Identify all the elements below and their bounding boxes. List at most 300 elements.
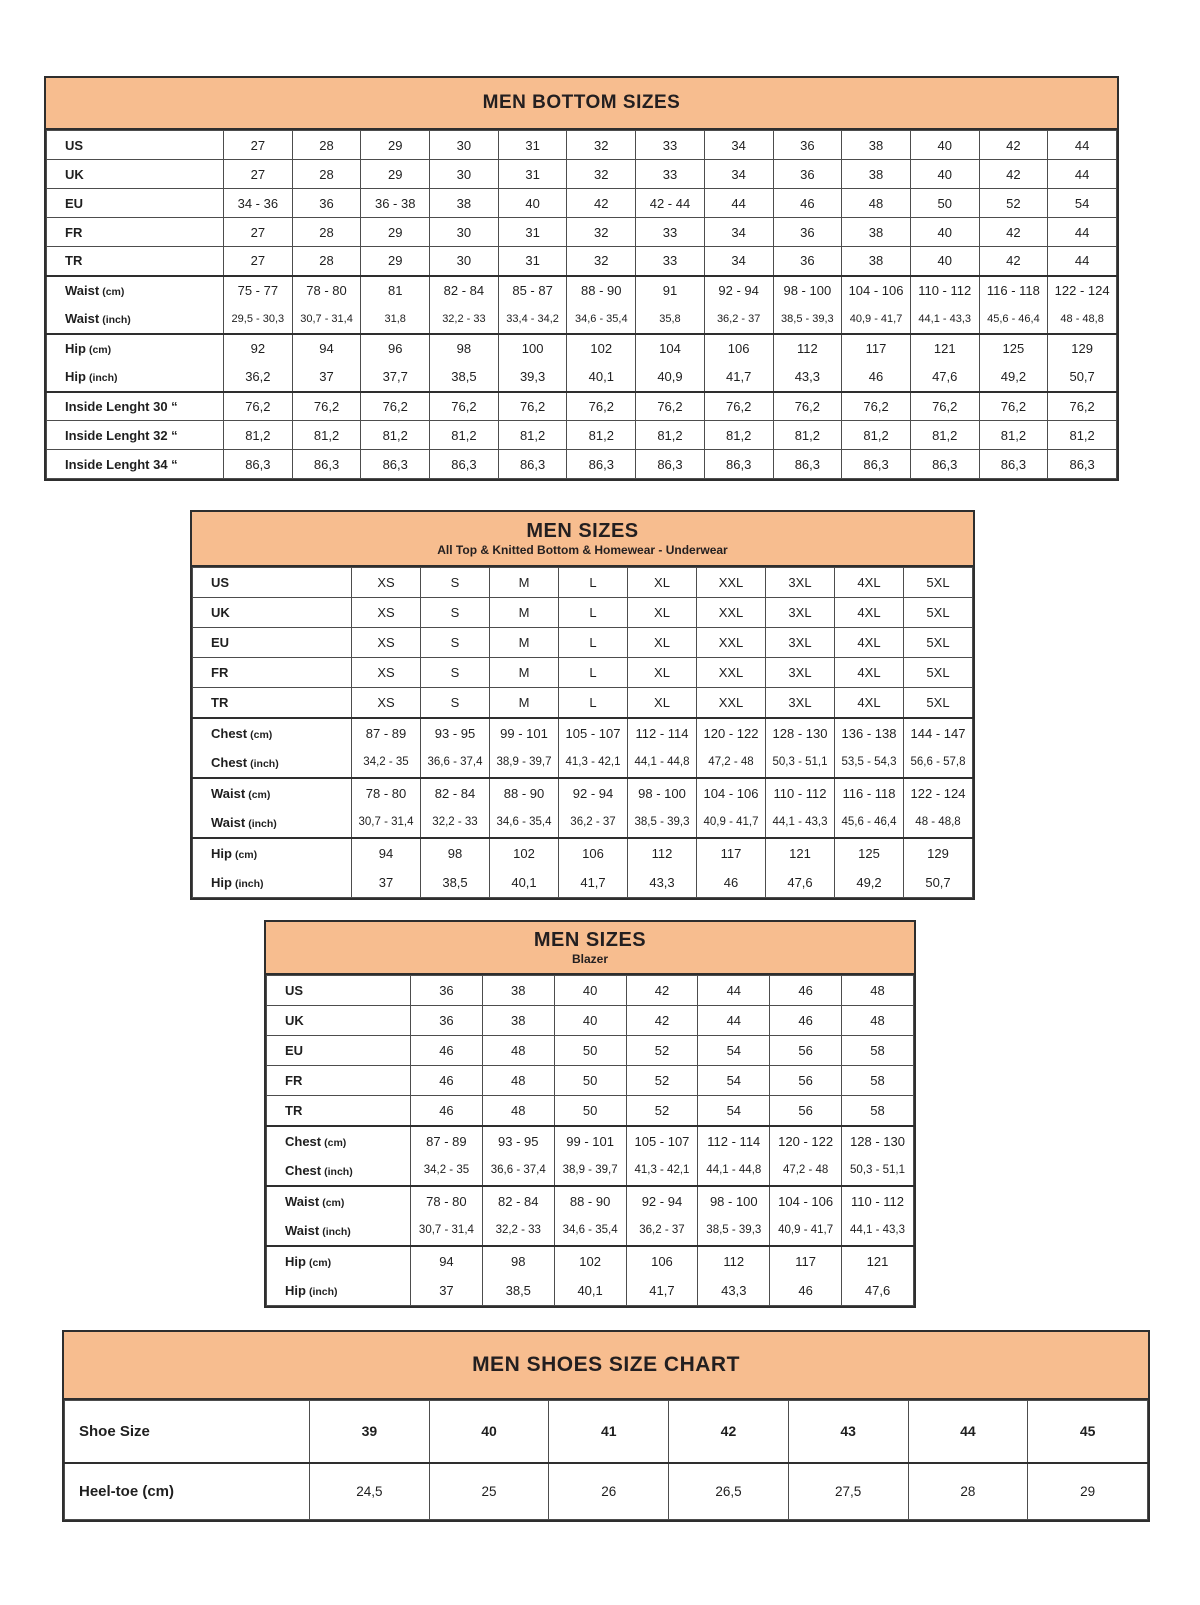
cell-value: 4XL xyxy=(835,568,904,598)
cell-value: 44 xyxy=(908,1401,1028,1463)
table-row xyxy=(47,247,1117,276)
cell-value: 36,6 - 37,4 xyxy=(482,1156,554,1186)
cell-value: 33 xyxy=(636,247,705,276)
cell-value: 34,6 - 35,4 xyxy=(490,808,559,838)
men-shoes-size-table xyxy=(62,1330,1150,1522)
cell-value: 81,2 xyxy=(567,421,636,450)
cell-value: L xyxy=(559,628,628,658)
cell-value: 36,2 - 37 xyxy=(704,305,773,334)
cell-value: 76,2 xyxy=(430,392,499,421)
cell-value: 86,3 xyxy=(498,450,567,479)
row-label-text: Heel-toe (cm) xyxy=(79,1482,175,1500)
cell-value: S xyxy=(421,568,490,598)
cell-value: 46 xyxy=(770,976,842,1006)
row-label-unit: (inch) xyxy=(248,817,277,830)
table-row xyxy=(193,658,973,688)
row-label xyxy=(267,1156,411,1186)
cell-value: 81,2 xyxy=(773,421,842,450)
cell-value: 42 xyxy=(979,218,1048,247)
cell-value: 98 - 100 xyxy=(773,276,842,305)
table-row xyxy=(65,1401,1148,1463)
table-row xyxy=(193,568,973,598)
table-row xyxy=(193,688,973,718)
row-label-text: TR xyxy=(211,694,229,710)
cell-value: 82 - 84 xyxy=(482,1186,554,1216)
cell-value: 29 xyxy=(361,218,430,247)
cell-value: 93 - 95 xyxy=(421,718,490,748)
cell-value: 40 xyxy=(910,218,979,247)
cell-value: 48 xyxy=(842,1006,914,1036)
cell-value: 38 xyxy=(430,189,499,218)
cell-value: XL xyxy=(628,628,697,658)
row-label-unit: (cm) xyxy=(322,1196,345,1209)
cell-value: 144 - 147 xyxy=(904,718,973,748)
cell-value: 38,5 xyxy=(482,1276,554,1306)
cell-value: 81,2 xyxy=(1048,421,1117,450)
row-label-unit: (inch) xyxy=(322,1225,351,1238)
table-row xyxy=(47,334,1117,363)
row-label-text: Waist xyxy=(211,814,246,830)
row-label xyxy=(47,131,224,160)
cell-value: 106 xyxy=(704,334,773,363)
cell-value: 34,6 - 35,4 xyxy=(554,1216,626,1246)
row-label-text: Hip xyxy=(65,341,86,356)
cell-value: 44,1 - 43,3 xyxy=(766,808,835,838)
cell-value: 58 xyxy=(842,1096,914,1126)
row-label xyxy=(193,778,352,808)
cell-value: 92 - 94 xyxy=(626,1186,698,1216)
cell-value: 42 xyxy=(626,976,698,1006)
cell-value: 76,2 xyxy=(636,392,705,421)
cell-value: 86,3 xyxy=(910,450,979,479)
row-label xyxy=(267,1096,411,1126)
men-bottom-sizes-table xyxy=(44,76,1119,481)
cell-value: 128 - 130 xyxy=(842,1126,914,1156)
cell-value: 3XL xyxy=(766,658,835,688)
row-label xyxy=(267,1066,411,1096)
cell-value: 92 - 94 xyxy=(559,778,628,808)
cell-value: 34 xyxy=(704,131,773,160)
cell-value: 30,7 - 31,4 xyxy=(292,305,361,334)
cell-value: 32,2 - 33 xyxy=(430,305,499,334)
cell-value: 112 xyxy=(698,1246,770,1276)
row-label xyxy=(267,976,411,1006)
row-label-text: Hip xyxy=(285,1253,306,1269)
cell-value: XXL xyxy=(697,688,766,718)
cell-value: 78 - 80 xyxy=(352,778,421,808)
row-label-unit: (inch) xyxy=(102,314,131,326)
cell-value: 46 xyxy=(773,189,842,218)
row-label-unit: (inch) xyxy=(88,372,118,384)
cell-value: 86,3 xyxy=(292,450,361,479)
row-label-text: Waist xyxy=(285,1193,320,1209)
cell-value: 52 xyxy=(979,189,1048,218)
row-label-text: Waist xyxy=(65,283,100,298)
cell-value: 31 xyxy=(498,247,567,276)
cell-value: 44 xyxy=(1048,247,1117,276)
cell-value: 116 - 118 xyxy=(979,276,1048,305)
row-label-unit: (cm) xyxy=(88,344,112,356)
cell-value: 112 xyxy=(773,334,842,363)
cell-value: 50,7 xyxy=(904,868,973,898)
row-label-unit: (cm) xyxy=(250,728,273,741)
table-row xyxy=(267,1066,914,1096)
cell-value: 27 xyxy=(224,131,293,160)
row-label-unit: (inch) xyxy=(308,1285,338,1298)
table-row xyxy=(193,718,973,748)
cell-value: 34,2 - 35 xyxy=(411,1156,483,1186)
cell-value: 27 xyxy=(224,218,293,247)
cell-value: 86,3 xyxy=(224,450,293,479)
cell-value: 76,2 xyxy=(842,392,911,421)
cell-value: 30,7 - 31,4 xyxy=(352,808,421,838)
cell-value: 38,9 - 39,7 xyxy=(554,1156,626,1186)
cell-value: 41,3 - 42,1 xyxy=(626,1156,698,1186)
row-label xyxy=(193,808,352,838)
cell-value: 44,1 - 43,3 xyxy=(842,1216,914,1246)
cell-value: 121 xyxy=(842,1246,914,1276)
row-label xyxy=(193,718,352,748)
cell-value: 28 xyxy=(292,218,361,247)
row-label-unit: (cm) xyxy=(324,1136,347,1149)
cell-value: M xyxy=(490,598,559,628)
cell-value: 28 xyxy=(908,1463,1028,1520)
table-row xyxy=(47,160,1117,189)
row-label-text: Hip xyxy=(285,1282,306,1298)
cell-value: 47,6 xyxy=(766,868,835,898)
table-row xyxy=(267,1276,914,1306)
table-title: MEN SIZES xyxy=(526,519,639,542)
cell-value: 122 - 124 xyxy=(904,778,973,808)
table-row xyxy=(47,131,1117,160)
cell-value: 43,3 xyxy=(773,363,842,392)
row-label-text: UK xyxy=(285,1013,304,1028)
row-label-unit: (cm) xyxy=(308,1256,332,1269)
row-label xyxy=(65,1401,310,1463)
cell-value: 50 xyxy=(554,1096,626,1126)
cell-value: L xyxy=(559,688,628,718)
cell-value: 50 xyxy=(554,1066,626,1096)
cell-value: 125 xyxy=(979,334,1048,363)
cell-value: 86,3 xyxy=(430,450,499,479)
cell-value: 5XL xyxy=(904,688,973,718)
cell-value: 99 - 101 xyxy=(554,1126,626,1156)
table-row xyxy=(267,1096,914,1126)
cell-value: 49,2 xyxy=(835,868,904,898)
cell-value: 120 - 122 xyxy=(697,718,766,748)
cell-value: 54 xyxy=(698,1096,770,1126)
cell-value: 49,2 xyxy=(979,363,1048,392)
cell-value: 38 xyxy=(842,218,911,247)
row-label-text: Inside Lenght 30 “ xyxy=(65,398,178,414)
cell-value: XL xyxy=(628,568,697,598)
row-label-unit: (inch) xyxy=(234,877,264,890)
row-label-text: EU xyxy=(211,635,230,650)
table-row xyxy=(267,1126,914,1156)
cell-value: 38,9 - 39,7 xyxy=(490,748,559,778)
cell-value: L xyxy=(559,568,628,598)
cell-value: 76,2 xyxy=(292,392,361,421)
row-label-text: EU xyxy=(285,1043,304,1058)
cell-value: 40,1 xyxy=(490,868,559,898)
cell-value: 34,2 - 35 xyxy=(352,748,421,778)
row-label xyxy=(47,450,224,479)
row-label xyxy=(267,1006,411,1036)
row-label-text: FR xyxy=(285,1073,303,1088)
cell-value: 110 - 112 xyxy=(842,1186,914,1216)
cell-value: 44 xyxy=(1048,160,1117,189)
cell-value: 44,1 - 43,3 xyxy=(910,305,979,334)
table-row xyxy=(47,276,1117,305)
cell-value: 81,2 xyxy=(361,421,430,450)
cell-value: 40 xyxy=(910,160,979,189)
cell-value: 34,6 - 35,4 xyxy=(567,305,636,334)
cell-value: 3XL xyxy=(766,628,835,658)
cell-value: 36,2 xyxy=(224,363,293,392)
cell-value: 5XL xyxy=(904,598,973,628)
cell-value: 117 xyxy=(770,1246,842,1276)
cell-value: 4XL xyxy=(835,598,904,628)
cell-value: 26 xyxy=(549,1463,669,1520)
cell-value: 82 - 84 xyxy=(430,276,499,305)
table-row xyxy=(193,838,973,868)
cell-value: 98 xyxy=(482,1246,554,1276)
cell-value: 54 xyxy=(1048,189,1117,218)
cell-value: 39 xyxy=(310,1401,430,1463)
cell-value: 40 xyxy=(498,189,567,218)
cell-value: 128 - 130 xyxy=(766,718,835,748)
cell-value: 40,9 xyxy=(636,363,705,392)
table-title: MEN BOTTOM SIZES xyxy=(482,92,681,114)
cell-value: 50 xyxy=(554,1036,626,1066)
cell-value: 91 xyxy=(636,276,705,305)
cell-value: 29 xyxy=(361,160,430,189)
cell-value: 121 xyxy=(766,838,835,868)
cell-value: 31 xyxy=(498,160,567,189)
cell-value: 42 xyxy=(669,1401,789,1463)
men-sizes-top-table xyxy=(190,510,975,900)
table-row xyxy=(65,1463,1148,1520)
cell-value: 30 xyxy=(430,218,499,247)
cell-value: 44,1 - 44,8 xyxy=(698,1156,770,1186)
cell-value: 28 xyxy=(292,131,361,160)
cell-value: 42 xyxy=(979,247,1048,276)
cell-value: 36 - 38 xyxy=(361,189,430,218)
row-label-text: Waist xyxy=(285,1222,320,1238)
cell-value: 104 - 106 xyxy=(697,778,766,808)
table-row xyxy=(267,1186,914,1216)
cell-value: 36 xyxy=(773,160,842,189)
row-label xyxy=(193,748,352,778)
row-label-text: EU xyxy=(65,195,84,211)
cell-value: 58 xyxy=(842,1066,914,1096)
cell-value: 98 xyxy=(421,838,490,868)
cell-value: 52 xyxy=(626,1096,698,1126)
cell-value: 48 xyxy=(842,189,911,218)
cell-value: 121 xyxy=(910,334,979,363)
cell-value: 94 xyxy=(352,838,421,868)
size-grid xyxy=(266,975,914,1306)
cell-value: 40 xyxy=(554,1006,626,1036)
row-label xyxy=(267,1126,411,1156)
cell-value: XS xyxy=(352,598,421,628)
cell-value: 76,2 xyxy=(498,392,567,421)
row-label-text: Waist xyxy=(65,311,100,326)
cell-value: 129 xyxy=(904,838,973,868)
cell-value: 42 xyxy=(979,131,1048,160)
row-label-text: US xyxy=(65,137,84,153)
cell-value: 47,2 - 48 xyxy=(697,748,766,778)
cell-value: 50 xyxy=(910,189,979,218)
cell-value: 41,3 - 42,1 xyxy=(559,748,628,778)
cell-value: 40,9 - 41,7 xyxy=(770,1216,842,1246)
cell-value: 48 - 48,8 xyxy=(904,808,973,838)
cell-value: 37,7 xyxy=(361,363,430,392)
cell-value: 87 - 89 xyxy=(411,1126,483,1156)
row-label xyxy=(47,421,224,450)
cell-value: 94 xyxy=(292,334,361,363)
cell-value: 76,2 xyxy=(773,392,842,421)
cell-value: XXL xyxy=(697,598,766,628)
cell-value: 76,2 xyxy=(704,392,773,421)
cell-value: 41 xyxy=(549,1401,669,1463)
cell-value: 116 - 118 xyxy=(835,778,904,808)
row-label xyxy=(193,568,352,598)
row-label-text: Inside Lenght 32 “ xyxy=(65,427,178,443)
cell-value: 46 xyxy=(770,1276,842,1306)
cell-value: 56 xyxy=(770,1036,842,1066)
cell-value: 112 - 114 xyxy=(698,1126,770,1156)
cell-value: 98 xyxy=(430,334,499,363)
cell-value: 54 xyxy=(698,1066,770,1096)
row-label-text: FR xyxy=(211,665,229,680)
row-label xyxy=(193,628,352,658)
cell-value: XL xyxy=(628,688,697,718)
cell-value: 37 xyxy=(292,363,361,392)
cell-value: 36 xyxy=(773,131,842,160)
cell-value: XXL xyxy=(697,568,766,598)
row-label xyxy=(47,160,224,189)
cell-value: 47,6 xyxy=(910,363,979,392)
cell-value: 81 xyxy=(361,276,430,305)
cell-value: 41,7 xyxy=(626,1276,698,1306)
cell-value: 52 xyxy=(626,1036,698,1066)
cell-value: L xyxy=(559,658,628,688)
row-label-unit: (inch) xyxy=(324,1165,353,1178)
cell-value: 92 xyxy=(224,334,293,363)
cell-value: 105 - 107 xyxy=(626,1126,698,1156)
table-row xyxy=(47,189,1117,218)
cell-value: 48 xyxy=(842,976,914,1006)
cell-value: 86,3 xyxy=(704,450,773,479)
cell-value: 37 xyxy=(352,868,421,898)
cell-value: XL xyxy=(628,598,697,628)
cell-value: 48 xyxy=(482,1096,554,1126)
table-row xyxy=(47,218,1117,247)
cell-value: 50,3 - 51,1 xyxy=(766,748,835,778)
cell-value: 120 - 122 xyxy=(770,1126,842,1156)
row-label-text: Hip xyxy=(211,845,232,861)
cell-value: 4XL xyxy=(835,658,904,688)
cell-value: 98 - 100 xyxy=(628,778,697,808)
table-title: MEN SIZES xyxy=(533,928,647,951)
cell-value: 44 xyxy=(698,976,770,1006)
cell-value: 104 - 106 xyxy=(842,276,911,305)
cell-value: 86,3 xyxy=(636,450,705,479)
row-label-text: TR xyxy=(65,253,83,269)
cell-value: 47,6 xyxy=(842,1276,914,1306)
table-row xyxy=(47,450,1117,479)
cell-value: 29 xyxy=(1028,1463,1148,1520)
table-row xyxy=(47,392,1117,421)
cell-value: 81,2 xyxy=(430,421,499,450)
cell-value: 42 xyxy=(979,160,1048,189)
row-label xyxy=(47,247,224,276)
cell-value: 40 xyxy=(910,131,979,160)
cell-value: 30,7 - 31,4 xyxy=(411,1216,483,1246)
table-row xyxy=(193,598,973,628)
row-label-text: Chest xyxy=(285,1162,322,1178)
row-label-text: Chest xyxy=(211,754,248,770)
cell-value: S xyxy=(421,658,490,688)
table-header xyxy=(192,512,973,567)
cell-value: 50,3 - 51,1 xyxy=(842,1156,914,1186)
cell-value: M xyxy=(490,568,559,598)
row-label xyxy=(267,1276,411,1306)
cell-value: 43,3 xyxy=(628,868,697,898)
cell-value: 33,4 - 34,2 xyxy=(498,305,567,334)
cell-value: 81,2 xyxy=(842,421,911,450)
cell-value: 56 xyxy=(770,1096,842,1126)
cell-value: 40,1 xyxy=(567,363,636,392)
cell-value: 40 xyxy=(910,247,979,276)
cell-value: 76,2 xyxy=(979,392,1048,421)
cell-value: 39,3 xyxy=(498,363,567,392)
cell-value: 86,3 xyxy=(361,450,430,479)
table-header xyxy=(64,1332,1148,1400)
row-label xyxy=(65,1463,310,1520)
row-label xyxy=(47,189,224,218)
cell-value: 87 - 89 xyxy=(352,718,421,748)
row-label xyxy=(193,658,352,688)
cell-value: XXL xyxy=(697,658,766,688)
cell-value: 36 xyxy=(411,1006,483,1036)
row-label xyxy=(193,838,352,868)
cell-value: 5XL xyxy=(904,568,973,598)
cell-value: 81,2 xyxy=(224,421,293,450)
cell-value: 100 xyxy=(498,334,567,363)
cell-value: 44 xyxy=(704,189,773,218)
table-row xyxy=(267,1006,914,1036)
size-grid xyxy=(192,567,973,898)
row-label xyxy=(267,1036,411,1066)
cell-value: 26,5 xyxy=(669,1463,789,1520)
cell-value: 5XL xyxy=(904,658,973,688)
table-header xyxy=(266,922,914,975)
cell-value: 32,2 - 33 xyxy=(421,808,490,838)
table-row xyxy=(193,808,973,838)
cell-value: 41,7 xyxy=(704,363,773,392)
cell-value: 38 xyxy=(482,1006,554,1036)
cell-value: 31 xyxy=(498,131,567,160)
cell-value: 81,2 xyxy=(979,421,1048,450)
cell-value: 122 - 124 xyxy=(1048,276,1117,305)
cell-value: 112 - 114 xyxy=(628,718,697,748)
row-label-text: TR xyxy=(285,1102,303,1118)
cell-value: 42 - 44 xyxy=(636,189,705,218)
cell-value: 99 - 101 xyxy=(490,718,559,748)
cell-value: 45 xyxy=(1028,1401,1148,1463)
